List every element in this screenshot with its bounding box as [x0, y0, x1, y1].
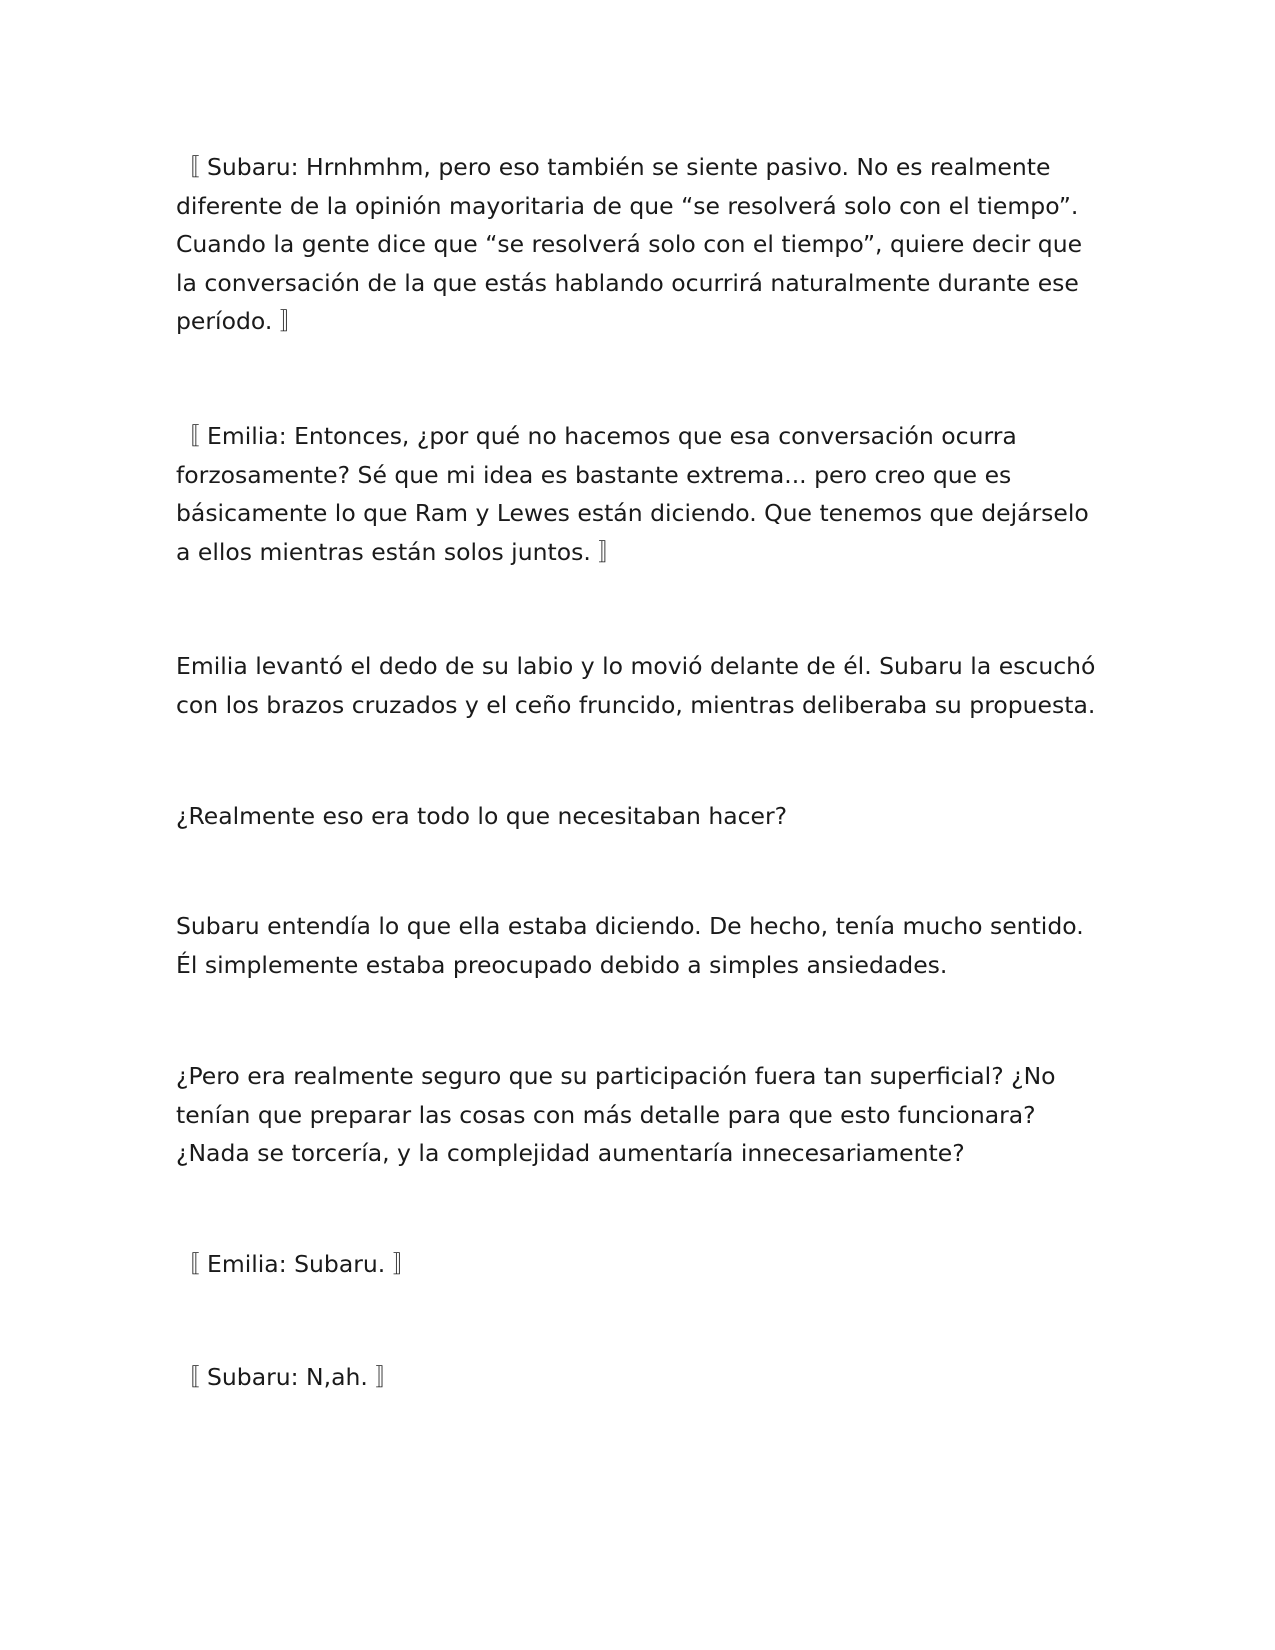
narrative-paragraph: ¿Pero era realmente seguro que su participación fuera tan superficial? ¿No tenían que preparar las cosas con más detalle para que esto funcionara? ¿Nada se torcería, y la complejidad aumentaría innecesariamente?	[176, 1062, 1056, 1167]
dialogue-paragraph: 〚 Subaru: Hrnhmhm, pero eso también se siente pasivo. No es realmente diferente de la opinión mayoritaria de que “se resolverá solo con el tiempo”. Cuando la gente dice que “se resolverá solo con el tiempo”, quiere decir que la conversación de la que estás hablando ocurrirá naturalmente durante ese período. 〛	[176, 153, 1083, 335]
narrative-paragraph: ¿Realmente eso era todo lo que necesitaban hacer?	[176, 802, 788, 830]
dialogue-paragraph: 〚 Emilia: Subaru. 〛	[176, 1250, 417, 1278]
narrative-paragraph: Emilia levantó el dedo de su labio y lo movió delante de él. Subaru la escuchó con los brazos cruzados y el ceño fruncido, mientras deliberaba su propuesta.	[176, 652, 1096, 719]
narrative-paragraph: Subaru entendía lo que ella estaba diciendo. De hecho, tenía mucho sentido. Él simplemente estaba preocupado debido a simples ansiedades.	[176, 912, 1084, 979]
dialogue-paragraph: 〚 Emilia: Entonces, ¿por qué no hacemos que esa conversación ocurra forzosamente? Sé que mi idea es bastante extrema... pero creo que es básicamente lo que Ram y Lewes están diciendo. Que tenemos que dejárselo a ellos mientras están solos juntos. 〛	[176, 422, 1089, 566]
dialogue-paragraph: 〚 Subaru: N,ah. 〛	[176, 1363, 399, 1391]
